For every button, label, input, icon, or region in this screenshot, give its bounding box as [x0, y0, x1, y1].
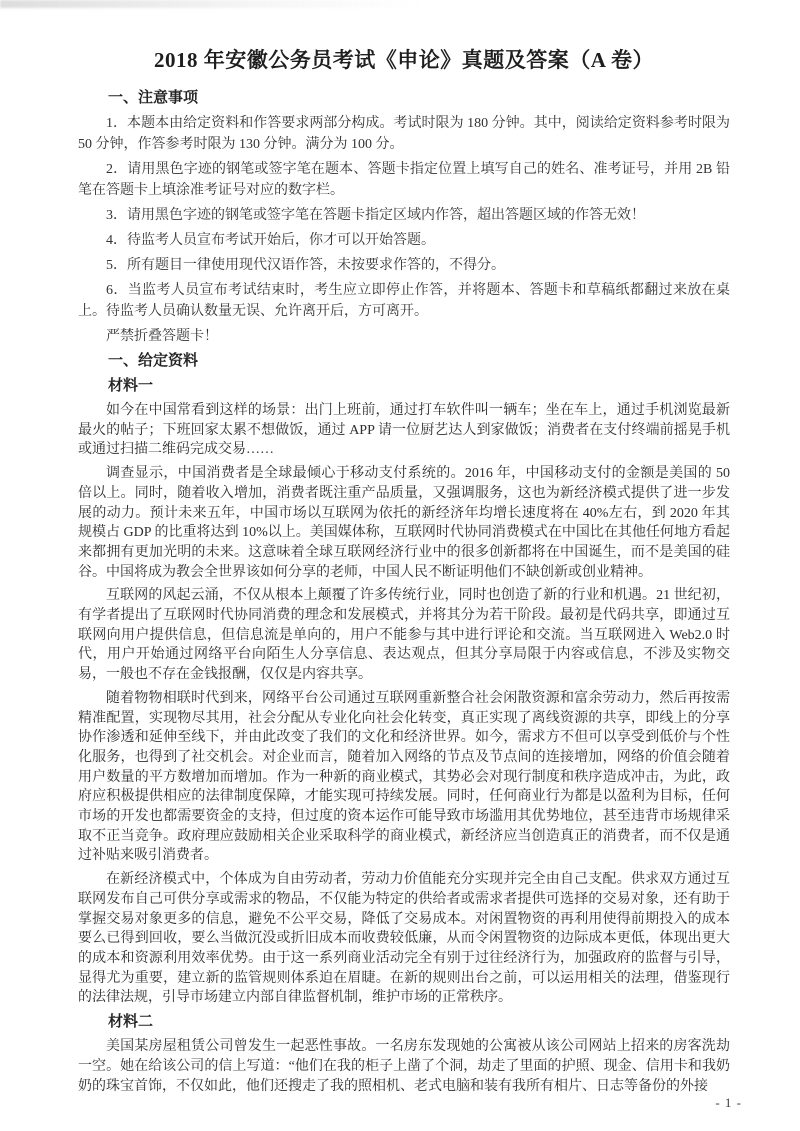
notice-item-1: 1．本题本由给定资料和作答要求两部分构成。考试时限为 180 分钟。其中，阅读给定资料参考时限为 50 分钟，作答参考时限为 130 分钟。满分为 100 分。 — [78, 116, 730, 152]
page-title: 2018 年安徽公务员考试《申论》真题及答案（A 卷） — [153, 48, 654, 72]
scan-noise-artifact — [0, 0, 420, 8]
notice-warning: 严禁折叠答题卡！ — [106, 329, 218, 344]
material-1-paragraph-5: 在新经济模式中，个体成为自由劳动者，劳动力价值能充分实现并完全由自己支配。供求双方通过互联网发布自己可供分享或需求的物品，不仅能为特定的供给者或需求者提供可选择的交易对象，还有助于掌握交易对象更多的信息，避免不公平交易，降低了交易成本。对闲置物资的再利用使得前期投入的成本要么已得到回收，要么当做沉没或折旧成本而收费较低廉，从而令闲置物资的边际成本更低，体现出更大的成本和资源利用效率优势。由于这一系列商业活动完全有别于过往经济行为，加强政府的监督与引导，显得尤为重要，建立新的监管规则体系迫在眉睫。在新的规则出台之前，可以运用相关的法理，借鉴现行的法律法规，引导市场建立内部自律监督机制，维护市场的正常秩序。 — [78, 872, 730, 1006]
material-1-paragraph-4: 随着物物相联时代到来，网络平台公司通过互联网重新整合社会闲散资源和富余劳动力，然后再按需精准配置，实现物尽其用，社会分配从专业化向社会化转变，真正实现了离线资源的共享，即线上的分享协作渗透和延伸至线下，并由此改变了我们的文化和经济世界。如今，需求方不但可以享受到低价与个性化服务，也得到了社交机会。对企业而言，随着加入网络的节点及节点间的连接增加，网络的价值会随着用户数量的平方数增加而增加。作为一种新的商业模式，其势必会对现行制度和秩序造成冲击，为此，政府应积极提供相应的法律制度保障，才能实现可持续发展。同时，任何商业行为都是以盈利为目标，任何市场的开发也都需要资金的支持，但过度的资本运作可能导致市场滥用其优势地位，甚至违背市场规律采取不正当竞争。政府理应鼓励相关企业采取科学的商业模式，新经济应当创造真正的消费者，而不仅是通过补贴来吸引消费者。 — [78, 690, 730, 864]
notice-item-4: 4．待监考人员宣布考试开始后，你才可以开始答题。 — [106, 233, 435, 248]
notice-item-6: 6．当监考人员宣布考试结束时，考生应立即停止作答，并将题本、答题卡和草稿纸都翻过来放在桌上。待监考人员确认数量无误、允许离开后，方可离开。 — [78, 283, 730, 319]
material-1-heading: 材料一 — [108, 378, 154, 394]
material-1-paragraph-3: 互联网的风起云涌，不仅从根本上颠覆了许多传统行业，同时也创造了新的行业和机遇。21 世纪初，有学者提出了互联网时代协同消费的理念和发展模式，并将其分为若干阶段。最初是代码共享，即通过互联网向用户提供信息，但信息流是单向的，用户不能参与其中进行评论和交流。当互联网进入 Web2.0 时代，用户开始通过网络平台向陌生人分享信息、表达观点，但其分享局限于内容或信息，不涉及实物交易，一般也不存在金钱报酬，仅仅是内容共享。 — [78, 588, 730, 683]
page-number: - 1 - — [715, 1095, 742, 1110]
notice-item-2: 2．请用黑色字迹的钢笔或签字笔在题本、答题卡指定位置上填写自己的姓名、准考证号，并用 2B 铅笔在答题卡上填涂准考证号对应的数字栏。 — [78, 162, 730, 198]
notice-heading: 一、注意事项 — [108, 90, 199, 106]
material-2-paragraph-1: 美国某房屋租赁公司曾发生一起恶性事故。一名房东发现她的公寓被从该公司网站上招来的房客洗劫一空。她在给该公司的信上写道：“他们在我的柜子上凿了个洞，劫走了里面的护照、现金、信用卡和我奶奶的珠宝首饰，不仅如此，他们还搜走了我的照相机、老式电脑和装有我所有相片、日志等备份的外接 — [78, 1039, 730, 1094]
notice-item-3: 3．请用黑色字迹的钢笔或签字笔在答题卡指定区域内作答，超出答题区域的作答无效！ — [106, 208, 645, 223]
material-1-paragraph-2: 调查显示，中国消费者是全球最倾心于移动支付系统的。2016 年，中国移动支付的金额是美国的 50 倍以上。同时，随着收入增加，消费者既注重产品质量，又强调服务，这也为新经济模式提供了进一步发展的动力。预计未来五年，中国市场以互联网为依托的新经济年均增长速度将在 40%左右，到 2020 年其规模占 GDP 的比重将达到 10%以上。美国媒体称，互联网时代协同消费模式在中国比在其他任何地方看起来都拥有更加光明的未来。这意味着全球互联网经济行业中的很多创新都将在中国诞生，而不是美国的硅谷。中国将成为教会全世界该如何分享的老师，中国人民不断证明他们不缺创新或创业精神。 — [78, 466, 730, 580]
material-1-paragraph-1: 如今在中国常看到这样的场景：出门上班前，通过打车软件叫一辆车；坐在车上，通过手机浏览最新最火的帖子；下班回家太累不想做饭，通过 APP 请一位厨艺达人到家做饭；消费者在支付终端前摇晃手机或通过扫描二维码完成交易…… — [78, 403, 730, 458]
notice-item-5: 5．所有题目一律使用现代汉语作答，未按要求作答的，不得分。 — [106, 258, 505, 273]
material-2-heading: 材料二 — [108, 1014, 154, 1031]
given-materials-heading: 一、给定资料 — [108, 353, 199, 369]
